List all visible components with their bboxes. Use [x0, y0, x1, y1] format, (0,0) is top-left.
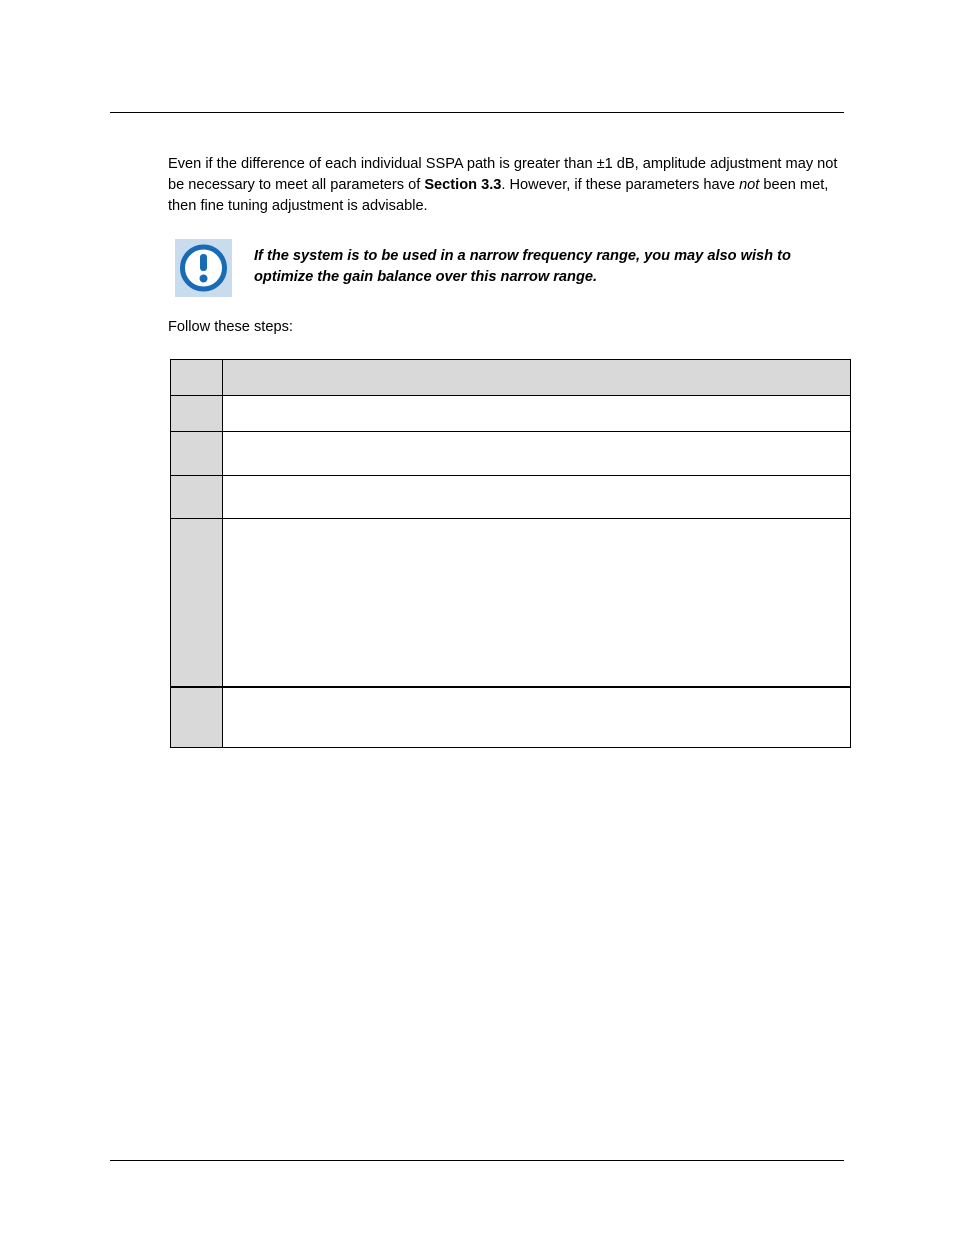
- header-procedure-cell: [223, 360, 851, 396]
- table-row: [171, 519, 851, 687]
- section-reference: Section 3.3: [424, 177, 502, 193]
- step-number-cell: [171, 519, 223, 687]
- step-number-cell: [171, 396, 223, 432]
- step-number-cell: [171, 687, 223, 748]
- emphasis-not: not: [739, 177, 760, 193]
- follow-steps-label: Follow these steps:: [168, 319, 293, 335]
- table-header-row: [171, 360, 851, 396]
- table-row: [171, 396, 851, 432]
- intro-paragraph: [168, 154, 848, 217]
- table-row: [171, 687, 851, 748]
- step-text-cell: [223, 687, 851, 748]
- important-exclamation-icon: [175, 239, 232, 297]
- table-row: [171, 476, 851, 519]
- step-text-cell: [223, 432, 851, 476]
- step-number-cell: [171, 476, 223, 519]
- step-text-cell: [223, 476, 851, 519]
- header-rule: [110, 112, 844, 113]
- intro-text-a: Even if the difference of each individual SSPA path is greater than ±1 dB, amplitude adjustment may not be necessary to meet all parameters of: [168, 156, 838, 193]
- intro-text-c: been met, then fine tuning adjustment is advisable.: [168, 177, 829, 214]
- note-text: If the system is to be used in a narrow frequency range, you may also wish to optimize the gain balance over this narrow range.: [254, 248, 791, 285]
- step-text-cell: [223, 519, 851, 687]
- step-number-cell: [171, 432, 223, 476]
- footer-rule: [110, 1160, 844, 1161]
- header-step-cell: [171, 360, 223, 396]
- steps-table: [170, 359, 851, 748]
- intro-text-b: . However, if these parameters have: [501, 177, 740, 193]
- step-text-cell: [223, 396, 851, 432]
- table-row: [171, 432, 851, 476]
